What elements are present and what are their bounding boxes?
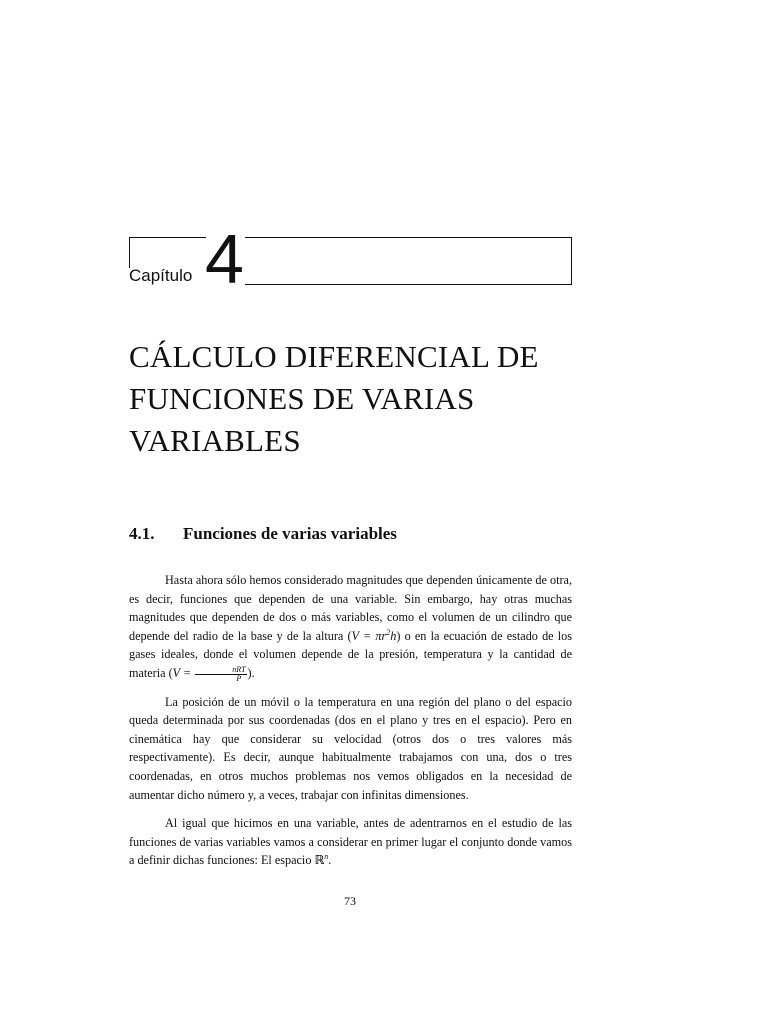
fraction-denominator: P (236, 673, 242, 683)
paragraph-3 (129, 814, 572, 870)
paragraph-1 (129, 571, 572, 683)
chapter-title-line-1: CÁLCULO DIFERENCIAL DE (129, 339, 539, 374)
chapter-frame-left (129, 237, 206, 268)
paragraph-3-text-a: Al igual que hicimos en una variable, antes de adentrarnos en el estudio de las funciones de varias variables vamos a considerar en primer lugar el conjunto donde vamos a definir dichas funciones: El espacio (129, 816, 572, 868)
chapter-title (129, 336, 629, 462)
real-numbers-symbol: ℝ (314, 853, 325, 868)
formula-end: h (390, 628, 397, 643)
formula-lhs: V = (172, 665, 195, 680)
chapter-header (129, 220, 572, 298)
paragraph-1-text-c: ). (247, 665, 255, 680)
chapter-number: 4 (205, 220, 244, 298)
dimension-exponent: n (324, 852, 329, 862)
body-text (129, 571, 572, 880)
section-title: Funciones de varias variables (183, 524, 397, 543)
space-rn-symbol (314, 853, 328, 867)
paragraph-2: La posición de un móvil o la temperatura en una región del plano o del espacio queda determinada por sus coordenadas (dos en el plano y tres en el espacio). Pero en cinemática hay que considerar su velocidad (otros dos o tres valores más respectivamente). Es decir, aunque habitualmente trabajamos con una, dos o tres coordenadas, en otros muchos problemas nos vemos obligados en la necesidad de aumentar dicho número y, a veces, trabajar con infinitas dimensiones. (129, 694, 572, 802)
chapter-label: Capítulo (129, 266, 193, 285)
paragraph-1-text-a: Hasta ahora sólo hemos considerado magnitudes que dependen únicamente de otra, es decir, funciones que dependen de una variable. Sin embargo, hay otras muchas magnitudes que dependen de dos o más variables, como el volumen de un cilindro que depende del radio de la base y de la altura ( (129, 573, 572, 643)
fraction-numerator: nRT (195, 666, 246, 675)
paragraph-3-text-b: . (328, 853, 332, 868)
formula-exponent: 2 (386, 627, 391, 637)
chapter-title-line-2: FUNCIONES DE VARIAS (129, 381, 475, 416)
chapter-frame-right (245, 237, 572, 285)
cylinder-volume-formula (352, 629, 397, 643)
paragraph-1-text-b: ) o en la ecuación de estado de los gases ideales, donde el volumen depende de la presión, temperatura y la cantidad de materia ( (129, 628, 572, 680)
ideal-gas-formula (172, 664, 248, 683)
page-number: 73 (344, 894, 356, 908)
section-heading (129, 523, 397, 545)
chapter-title-line-3: VARIABLES (129, 423, 301, 458)
section-number: 4.1. (129, 524, 155, 543)
fraction (195, 666, 246, 683)
formula-part: V = πr (351, 628, 387, 643)
